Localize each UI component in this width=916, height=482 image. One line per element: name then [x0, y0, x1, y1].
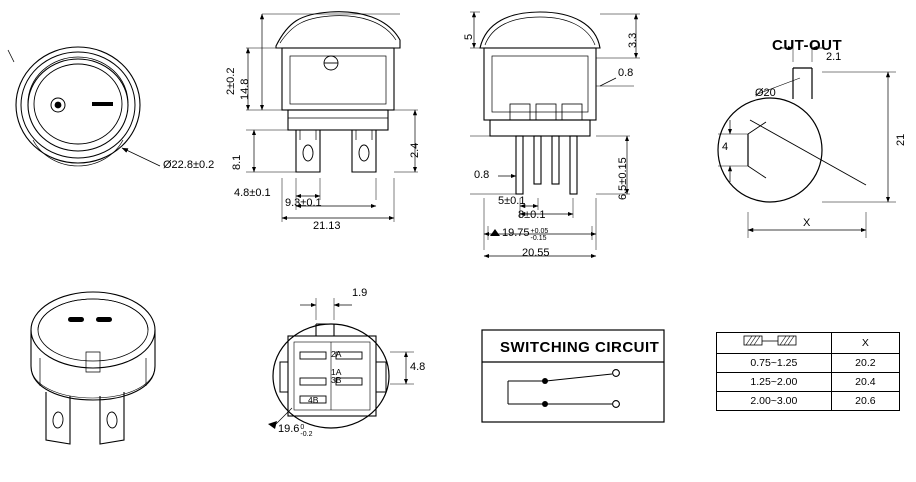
cutout-width-label: X — [803, 217, 811, 229]
cutout-height: 21 — [895, 133, 907, 146]
table-row — [717, 392, 900, 411]
cutout-tab-height: 4 — [722, 141, 729, 153]
front-section-overall-width: 20.55 — [522, 247, 550, 259]
side-view-terminal-length: 2.4 — [409, 142, 421, 158]
front-view-diameter-label: Ø22.8±0.2 — [163, 159, 215, 171]
front-section-pin-pitch: 5±0.1 — [498, 195, 526, 207]
bottom-view-geometry — [268, 298, 414, 429]
side-view-body-height: 8.1 — [231, 154, 243, 170]
table-cell-x: 20.4 — [831, 373, 899, 392]
terminal-label-3B: 3B — [331, 375, 342, 385]
front-section-geometry — [470, 12, 640, 256]
table-cell-range: 1.25~2.00 — [717, 373, 832, 392]
terminal-label-4B: 4B — [308, 395, 319, 405]
table-cell-x: 20.6 — [831, 392, 899, 411]
front-section-top-right: 3.3 — [627, 32, 639, 48]
front-section-pin-span: 8±0.1 — [518, 209, 546, 221]
side-view-tolerance-top: 2±0.2 — [225, 67, 237, 95]
bottom-view-rib-width: 1.9 — [352, 287, 368, 299]
front-view-geometry — [8, 47, 160, 166]
side-view-height-total: 14.8 — [239, 78, 251, 100]
side-view-geometry — [246, 12, 418, 222]
table-row — [717, 373, 900, 392]
table-header-x: X — [831, 333, 899, 354]
table-cell-range: 0.75~1.25 — [717, 354, 832, 373]
cutout-geometry — [718, 37, 896, 238]
side-view-base-width: 4.8±0.1 — [234, 187, 271, 199]
terminal-label-2A: 2A — [331, 349, 342, 359]
cutout-diameter: Ø20 — [755, 87, 776, 99]
bottom-view-pin-height: 4.8 — [410, 361, 426, 373]
cutout-tab-width: 2.1 — [826, 51, 842, 63]
switching-circuit-title: SWITCHING CIRCUIT — [500, 339, 660, 356]
front-section-pin-gap: 0.8 — [474, 169, 490, 181]
terminal-label-1A: 1A — [331, 367, 342, 377]
table-cell-x: 20.2 — [831, 354, 899, 373]
perspective-view-geometry — [31, 292, 155, 444]
cutout-title: CUT-OUT — [772, 37, 843, 54]
table-row — [717, 354, 900, 373]
table-cell-range: 2.00~3.00 — [717, 392, 832, 411]
bottom-view-body-diameter: 19.60 -0.2 — [278, 423, 313, 439]
table-header-row — [717, 333, 900, 354]
front-section-pin-depth: 6.5±0.15 — [617, 157, 629, 200]
table-header-symbol — [717, 333, 832, 354]
front-section-gap: 0.8 — [618, 67, 634, 79]
front-section-body-width-tol: 19.75+0.05 -0.15 — [502, 227, 549, 243]
side-view-overall-width: 21.13 — [313, 220, 341, 232]
front-section-cap-height: 5 — [463, 33, 475, 40]
side-view-mid-width: 9.3±0.1 — [285, 197, 322, 209]
cutout-dimension-table — [716, 332, 900, 411]
